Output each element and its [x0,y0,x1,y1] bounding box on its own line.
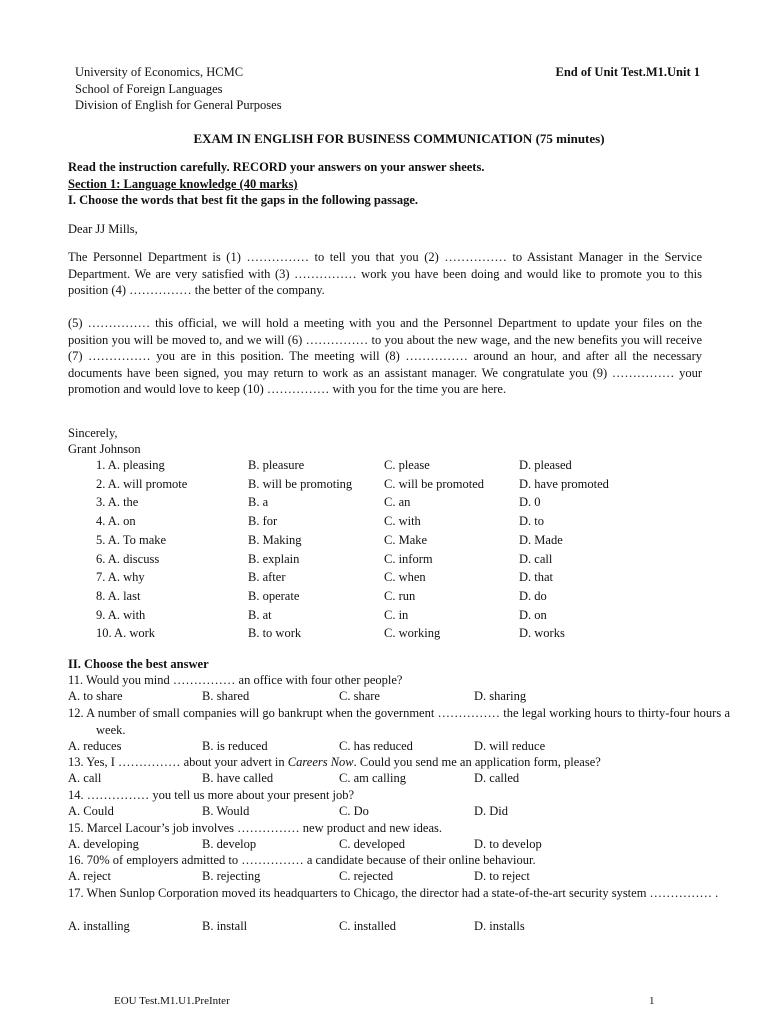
division-name: Division of English for General Purposes [75,98,282,112]
option-c: C. please [384,458,430,472]
footer-code: EOU Test.M1.U1.PreInter [114,995,230,1007]
option-row [0,551,768,568]
option-c: C. developed [339,837,405,851]
option-d: D. do [519,588,547,603]
option-b: B. a [248,495,269,510]
option-d: D. that [519,570,554,585]
option-c: C. am calling [339,771,406,785]
exam-title: EXAM IN ENGLISH FOR BUSINESS COMMUNICATION (75 minutes) [193,131,605,146]
option-row [0,494,768,511]
question-text: 11. Would you mind …………… an office with four other people? [68,673,403,687]
option-d: D. call [519,551,553,566]
option-a: 2. A. will promote [96,476,188,491]
question-14: 14. …………… you tell us more about your present job? [68,788,355,802]
school-name: School of Foreign Languages [75,81,223,96]
option-b: B. rejecting [202,869,261,883]
answer-row [0,836,768,853]
option-a: A. to share [68,689,123,703]
instruction: Read the instruction carefully. RECORD your answers on your answer sheets. [68,160,485,174]
option-b: B. shared [202,689,250,703]
part1-heading: I. Choose the words that best fit the gaps in the following passage. [68,193,419,207]
option-a: A. reduces [68,739,122,753]
section-heading: Section 1: Language knowledge (40 marks) [68,177,298,191]
option-c: C. in [384,607,409,622]
option-a: A. developing [68,837,139,851]
option-c: C. an [384,495,411,510]
institution-header [75,64,375,114]
question-text-start: 13. Yes, I …………… about your advert in [68,755,288,769]
option-row [0,457,768,474]
option-b: B. Making [248,532,302,547]
option-b: B. at [248,607,272,622]
option-d: D. installs [474,919,525,933]
option-b: B. Would [202,804,250,818]
option-b: B. pleasure [248,458,305,472]
option-c: C. inform [384,551,433,566]
option-c: C. share [339,689,380,703]
question-17: 17. When Sunlop Corporation moved its headquarters to Chicago, the director had a state-of-the-art security system …………… . [68,886,719,900]
option-d: D. have promoted [519,476,609,491]
question-12: 12. A number of small companies will go bankrupt when the government …………… the legal working hours to thirty-four hours a week. [68,706,730,737]
option-b: B. install [202,919,248,933]
answer-row [0,918,768,935]
option-row [0,607,768,624]
part2-heading: II. Choose the best answer [68,657,209,671]
publication-title: Careers Now [287,755,354,769]
page-number: 1 [649,995,655,1007]
option-a: 1. A. pleasing [96,458,165,472]
question-16: 16. 70% of employers admitted to …………… a candidate because of their online behaviour. [68,853,536,867]
option-d: D. pleased [519,458,572,472]
option-d: D. to develop [474,837,542,851]
question-15: 15. Marcel Lacour’s job involves …………… new product and new ideas. [68,821,442,835]
part1-options [0,457,768,641]
option-a: A. reject [68,869,112,883]
letter-greeting: Dear JJ Mills, [68,222,138,236]
option-d: D. to reject [474,869,530,883]
answer-row [0,868,768,885]
answer-row [0,688,768,705]
option-c: C. rejected [339,869,394,883]
letter-closing: Sincerely, [68,426,118,440]
letter-paragraph-2: (5) …………… this official, we will hold a meeting with you and the Personnel Department to update your files on the position you will be moved to, and we will (6) …………… to you about the new wage, and the new benefits you will receive (7) …………… you are in this position. The meeting will (8) …………… around an hour, and after all the necessary documents have been signed, you may return to work as an assistant manager. We congratulate you (9) …………… your promotion and would love to keep (10) …………… with you for the time you are here. [68,316,702,396]
option-a: 10. A. work [96,626,156,641]
answer-row [0,770,768,787]
option-a: 6. A. discuss [96,551,160,566]
option-d: D. works [519,626,565,641]
option-c: C. Make [384,532,428,547]
option-row [0,588,768,605]
option-a: A. Could [68,804,114,818]
option-c: C. with [384,514,421,529]
university-name: University of Economics, HCMC [75,65,244,79]
option-c: C. installed [339,919,396,933]
question-text-end: . Could you send me an application form, please? [353,755,601,769]
option-b: B. have called [202,771,274,785]
option-a: 4. A. on [96,514,136,529]
option-d: D. Did [474,804,509,818]
option-d: D. called [474,771,520,785]
option-row [0,625,768,642]
option-a: A. call [68,771,102,785]
option-a: 5. A. To make [96,532,167,547]
question-11 [68,672,702,689]
option-c: C. when [384,570,426,585]
answer-row [0,803,768,820]
option-d: D. Made [519,532,563,547]
test-code: End of Unit Test.M1.Unit 1 [555,65,700,79]
answer-row [0,738,768,755]
letter-paragraph-1: The Personnel Department is (1) …………… to tell you that you (2) …………… to Assistant Manager in the Service Department. We are very satisfied with (3) …………… work you have been doing and would like to promote you to this position (4) …………… the better of the company. [68,250,702,297]
option-row [0,476,768,493]
option-a: A. installing [68,919,130,933]
option-a: 9. A. with [96,607,146,622]
option-c: C. run [384,588,416,603]
option-b: B. to work [248,626,302,641]
option-row [0,513,768,530]
option-row [0,532,768,549]
option-c: C. Do [339,804,369,818]
option-b: B. operate [248,588,300,603]
option-c: C. has reduced [339,739,413,753]
option-b: B. is reduced [202,739,268,753]
option-a: 3. A. the [96,495,139,510]
option-c: C. will be promoted [384,476,484,491]
option-b: B. explain [248,551,300,566]
letter-signature: Grant Johnson [68,442,141,456]
option-d: D. on [519,607,547,622]
option-row [0,569,768,586]
option-d: D. sharing [474,689,527,703]
option-b: B. for [248,514,278,529]
option-d: D. 0 [519,495,541,510]
question-13 [68,754,702,771]
option-b: B. will be promoting [248,476,353,491]
option-a: 8. A. last [96,588,141,603]
option-a: 7. A. why [96,570,145,585]
option-b: B. develop [202,837,257,851]
option-b: B. after [248,570,286,585]
option-c: C. working [384,626,441,641]
option-d: D. will reduce [474,739,546,753]
option-d: D. to [519,514,544,529]
